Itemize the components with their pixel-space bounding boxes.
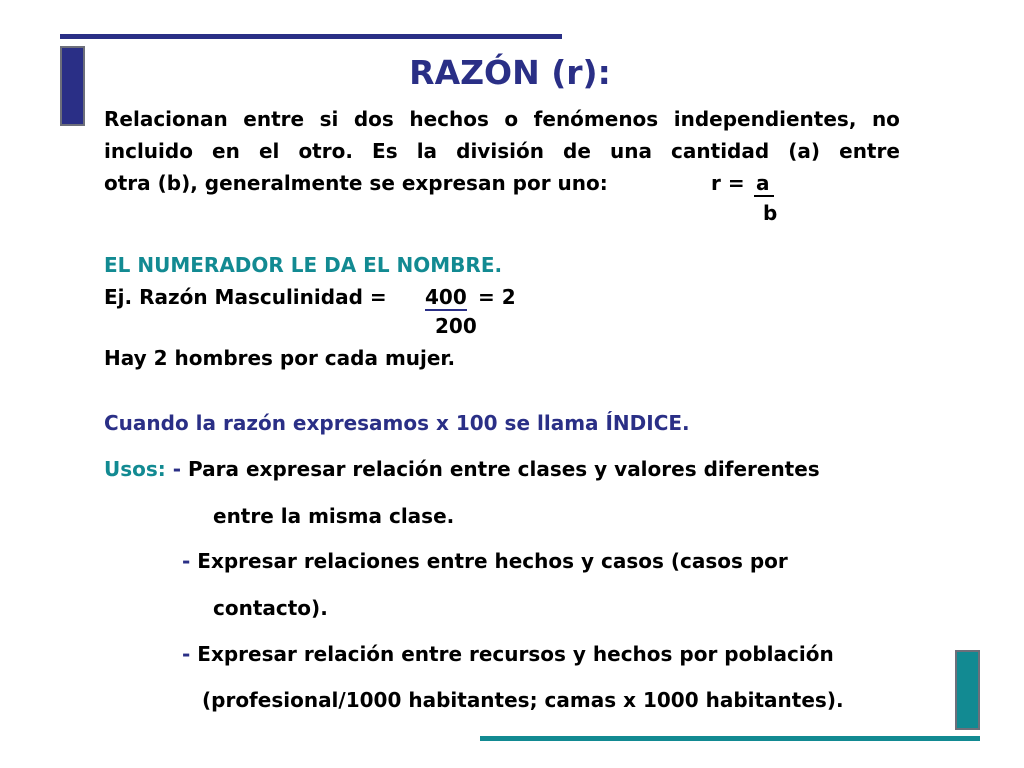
formula-numerator: a (754, 171, 774, 195)
uses-dash-2: - (182, 549, 191, 573)
definition-line-1-word: entre (243, 107, 305, 131)
index-note: Cuando la razón expresamos x 100 se llama ÍNDICE. (104, 411, 690, 435)
definition-line-2-word: en (212, 139, 240, 163)
definition-line-2-word: Es (372, 139, 398, 163)
definition-line-2-word: división (456, 139, 544, 163)
uses-item-3-line-1: Expresar relación entre recursos y hechos por población (197, 642, 834, 666)
uses-item-1 (104, 457, 820, 481)
uses-item-2-line-1: Expresar relaciones entre hechos y casos (casos por (197, 549, 788, 573)
uses-item-1-line-2: entre la misma clase. (213, 504, 455, 528)
uses-item-1-line-1: Para expresar relación entre clases y valores diferentes (188, 457, 820, 481)
uses-item-2 (182, 549, 788, 573)
definition-line-2-word: cantidad (671, 139, 770, 163)
numerator-note: EL NUMERADOR LE DA EL NOMBRE. (104, 253, 503, 277)
definition-line-2 (104, 139, 900, 163)
uses-dash-3: - (182, 642, 191, 666)
uses-dash-1: - (172, 457, 182, 481)
definition-line-1-word: no (871, 107, 900, 131)
definition-line-2-word: la (416, 139, 438, 163)
example-numerator: 400 (425, 285, 467, 309)
definition-line-1-word: hechos (409, 107, 489, 131)
definition-line-2-word: entre (839, 139, 900, 163)
uses-item-2-line-2: contacto). (213, 596, 328, 620)
definition-line-2-word: otro. (298, 139, 353, 163)
definition-line-1-word: independientes, (673, 107, 857, 131)
definition-line-1-word: si (319, 107, 339, 131)
definition-line-1-word: Relacionan (104, 107, 228, 131)
definition-line-3: otra (b), generalmente se expresan por uno: (104, 171, 608, 195)
uses-item-3-line-2: (profesional/1000 habitantes; camas x 1000 habitantes). (202, 688, 844, 712)
definition-line-1 (104, 107, 900, 131)
example-prefix: Ej. Razón Masculinidad = (104, 285, 387, 309)
slide-title: RAZÓN (r): (409, 53, 611, 92)
uses-item-3 (182, 642, 834, 666)
bottom-decorative-line (480, 736, 980, 741)
definition-line-2-word: incluido (104, 139, 193, 163)
example-interpretation: Hay 2 hombres por cada mujer. (104, 346, 456, 370)
formula-lhs: r = (711, 171, 745, 195)
definition-line-1-word: fenómenos (533, 107, 659, 131)
definition-line-2-word: el (258, 139, 280, 163)
example-result: = 2 (478, 285, 516, 309)
definition-line-2-word: (a) (788, 139, 821, 163)
formula-denominator: b (763, 201, 778, 225)
uses-label: Usos: (104, 457, 166, 481)
example-denominator: 200 (435, 314, 477, 338)
definition-line-1-word: dos (353, 107, 394, 131)
top-decorative-line (60, 34, 562, 39)
definition-line-1-word: o (504, 107, 519, 131)
definition-line-2-word: una (609, 139, 652, 163)
definition-line-2-word: de (563, 139, 591, 163)
right-decorative-bar (955, 650, 980, 730)
